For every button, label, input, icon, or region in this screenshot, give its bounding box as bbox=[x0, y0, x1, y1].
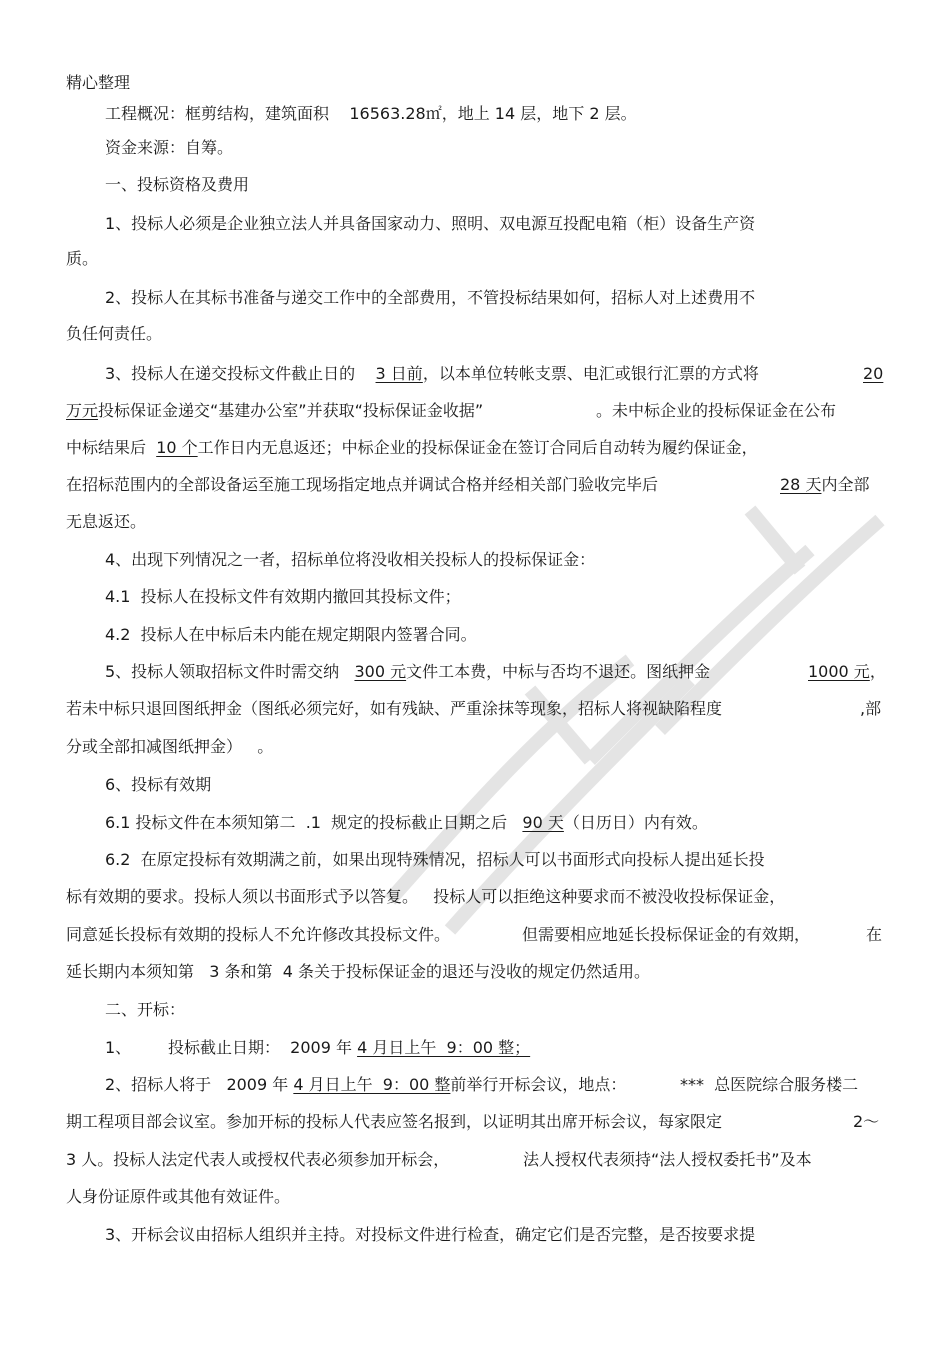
s1-p1-line1: 1、投标人必须是企业独立法人并具备国家动力、照明、双电源互投配电箱（柜）设备生产资 bbox=[105, 214, 756, 233]
s1-p3-text-d: 中标结果后 bbox=[66, 438, 147, 457]
s1-p4-item1: 4.1 投标人在投标文件有效期内撤回其投标文件； bbox=[105, 587, 461, 606]
s2-p2-line3: 3 人。投标人法定代表人或授权代表必须参加开标会， bbox=[66, 1150, 450, 1169]
overview-line bbox=[105, 104, 637, 124]
watermark-image bbox=[330, 430, 930, 950]
s1-p6-item1 bbox=[105, 813, 708, 833]
s1-p6-validity: 90 天 bbox=[522, 813, 564, 832]
s2-p1-deadline: 4 月日上午 9：00 整； bbox=[357, 1038, 531, 1057]
s1-p3-days: 10 个 bbox=[156, 438, 198, 457]
s1-p3-line4-end bbox=[780, 475, 869, 495]
s2-p1-num: 1、 bbox=[105, 1038, 132, 1057]
s1-p5-text-b: 文件工本费，中标与否均不退还。图纸押金 bbox=[406, 662, 711, 681]
s1-p3-line5: 无息返还。 bbox=[66, 512, 147, 531]
s2-p2-line4: 人身份证原件或其他有效证件。 bbox=[66, 1187, 291, 1206]
s1-p5-fee: 300 元 bbox=[354, 662, 407, 681]
overview-text-a: 工程概况：框剪结构，建筑面积 bbox=[105, 104, 330, 123]
s1-p5-deposit: 1000 元 bbox=[808, 662, 870, 681]
s1-p5-deposit-line bbox=[808, 662, 886, 682]
s2-p2-line1 bbox=[105, 1075, 626, 1095]
s1-p2-line2: 负任何责任。 bbox=[66, 324, 163, 343]
s1-p4-item2: 4.2 投标人在中标后未内能在规定期限内签署合同。 bbox=[105, 625, 477, 644]
s2-p2-date: 4 月日上午 9：00 整 bbox=[293, 1075, 451, 1094]
s1-p6-item2-line4: 延长期内本须知第 3 条和第 4 条关于投标保证金的退还与没收的规定仍然适用。 bbox=[66, 962, 650, 981]
s1-p6-title: 6、投标有效期 bbox=[105, 775, 212, 794]
header-label: 精心整理 bbox=[66, 73, 131, 92]
s1-p5-line2: 若未中标只退回图纸押金（图纸必须完好，如有残缺、严重涂抹等现象，招标人将视缺陷程度 bbox=[66, 699, 723, 718]
s1-p3-line3 bbox=[66, 438, 758, 458]
s1-p3-line2 bbox=[66, 401, 483, 421]
s2-p2-line3-b: 法人授权代表须持“法人授权委托书”及本 bbox=[523, 1150, 812, 1169]
section2-title: 二、开标： bbox=[105, 1000, 186, 1019]
s1-p6-item2-line3-b: 但需要相应地延长投标保证金的有效期， bbox=[522, 925, 811, 944]
s2-p2-text: 2、招标人将于 2009 年 bbox=[105, 1075, 289, 1094]
s1-p6-text-b: （日历日）内有效。 bbox=[563, 813, 708, 832]
s1-p6-item2-line3: 同意延长投标有效期的投标人不允许修改其投标文件。 bbox=[66, 925, 451, 944]
s1-p5-text: 5、投标人领取招标文件时需交纳 bbox=[105, 662, 340, 681]
overview-text-b: ，地上 14 层，地下 2 层。 bbox=[441, 104, 637, 123]
s2-p3-line1: 3、开标会议由招标人组织并主持。对投标文件进行检查，确定它们是否完整，是否按要求提 bbox=[105, 1225, 756, 1244]
s1-p3-text: 3、投标人在递交投标文件截止日的 bbox=[105, 364, 356, 383]
s2-p2-text-b: 前举行开标会议，地点： bbox=[450, 1075, 627, 1094]
s1-p3-line2-end: 。未中标企业的投标保证金在公布 bbox=[596, 401, 837, 420]
section1-title: 一、投标资格及费用 bbox=[105, 175, 250, 194]
s1-p6-item2-line2: 标有效期的要求。投标人须以书面形式予以答复。 投标人可以拒绝这种要求而不被没收投标保证金， bbox=[66, 887, 786, 906]
s1-p3-text-e: 工作日内无息返还；中标企业的投标保证金在签订合同后自动转为履约保证金， bbox=[197, 438, 758, 457]
s1-p3-line1 bbox=[105, 364, 759, 384]
s1-p3-amount-unit: 万元 bbox=[66, 401, 99, 420]
s1-p6-text: 6.1 投标文件在本须知第二 .1 规定的投标截止日期之后 bbox=[105, 813, 508, 832]
s1-p5-line3: 分或全部扣减图纸押金） 。 bbox=[66, 737, 274, 756]
s1-p5-line1 bbox=[105, 662, 710, 682]
s1-p2-line1: 2、投标人在其标书准备与递交工作中的全部费用，不管投标结果如何，招标人对上述费用不 bbox=[105, 288, 756, 307]
s1-p5-line2-end: ,部 bbox=[860, 699, 882, 718]
s2-p2-line2: 期工程项目部会议室。参加开标的投标人代表应签名报到，以证明其出席开标会议，每家限定 bbox=[66, 1112, 723, 1131]
s1-p6-item2-line3-c: 在 bbox=[866, 925, 883, 944]
s2-p2-line1-end: *** 总医院综合服务楼二 bbox=[680, 1075, 859, 1094]
s2-p1-text: 投标截止日期： 2009 年 bbox=[168, 1038, 352, 1057]
s1-p3-return-days: 28 天 bbox=[780, 475, 822, 494]
s1-p6-item2-line1: 6.2 在原定投标有效期满之前，如果出现特殊情况，招标人可以书面形式向投标人提出延长投 bbox=[105, 850, 765, 869]
funding-line: 资金来源：自筹。 bbox=[105, 138, 234, 157]
s2-p2-line2-end: 2～ bbox=[853, 1112, 880, 1131]
s1-p1-line2: 质。 bbox=[66, 249, 99, 268]
s1-p4-line1: 4、出现下列情况之一者，招标单位将没收相关投标人的投标保证金： bbox=[105, 550, 596, 569]
s2-p1-line bbox=[168, 1038, 530, 1058]
s1-p5-comma: ， bbox=[869, 662, 886, 681]
s1-p3-line4: 在招标范围内的全部设备运至施工现场指定地点并调试合格并经相关部门验收完毕后 bbox=[66, 475, 659, 494]
s1-p3-text-f: 内全部 bbox=[821, 475, 870, 494]
overview-area: 16563.28㎡ bbox=[349, 104, 442, 123]
s1-p3-deadline: 3 日前 bbox=[375, 364, 423, 383]
s1-p3-amount: 20 bbox=[863, 364, 884, 383]
s1-p3-text-b: ，以本单位转帐支票、电汇或银行汇票的方式将 bbox=[422, 364, 759, 383]
s1-p3-text-c: 投标保证金递交“基建办公室”并获取“投标保证金收据” bbox=[98, 401, 484, 420]
